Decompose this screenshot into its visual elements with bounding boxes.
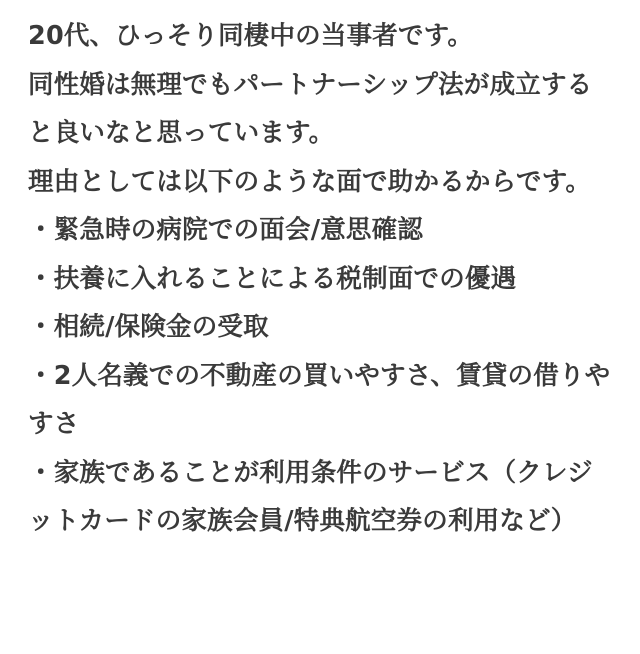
list-item: ・相続/保険金の受取 xyxy=(28,312,269,342)
post-paragraph-opinion: 同性婚は無理でもパートナーシップ法が成立すると良いなと思っています。 xyxy=(28,69,593,148)
post-body xyxy=(28,12,618,546)
post-paragraph-reason: 理由としては以下のような面で助かるからです。 xyxy=(28,166,592,197)
list-item: ・2人名義での不動産の買いやすさ、賃貸の借りやすさ xyxy=(28,360,611,439)
list-item: ・緊急時の病院での面会/意思確認 xyxy=(28,215,424,245)
post-paragraph-intro: 20代、ひっそり同棲中の当事者です。 xyxy=(28,21,474,51)
list-item: ・扶養に入れることによる税制面での優遇 xyxy=(28,263,517,294)
list-item: ・家族であることが利用条件のサービス（クレジットカードの家族会員/特典航空券の利用など） xyxy=(28,457,593,536)
